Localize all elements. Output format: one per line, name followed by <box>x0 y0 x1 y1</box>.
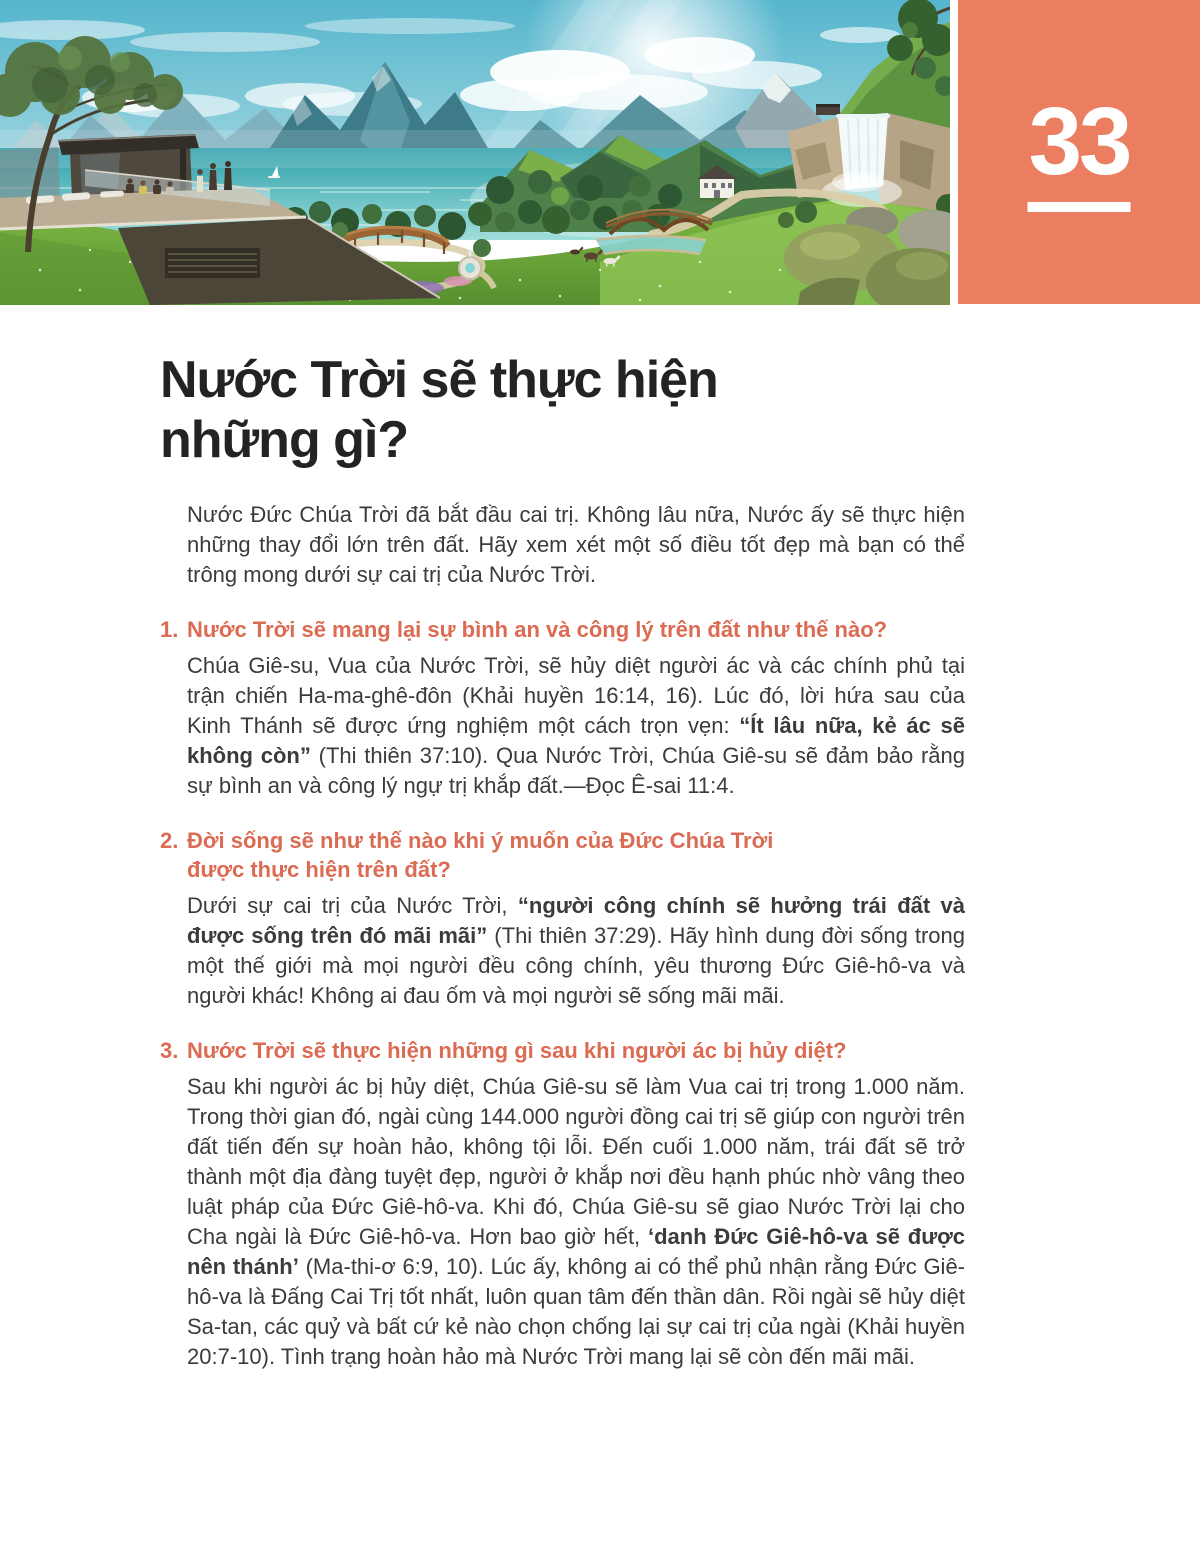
section-2-paragraph: Dưới sự cai trị của Nước Trời, “người công chính sẽ hưởng trái đất và được sống trên đó mãi mãi” (Thi thiên 37:29). Hãy hình dung đời sống trong một thế giới mà mọi người đều công chính, yêu thương Đức Giê-hô-va và người khác! Không ai đau ốm và mọi người sẽ sống mãi mãi. <box>187 893 965 1008</box>
chapter-underline <box>1028 202 1131 212</box>
section-3-paragraph: Sau khi người ác bị hủy diệt, Chúa Giê-su sẽ làm Vua cai trị trong 1.000 năm. Trong thời gian đó, ngài cùng 144.000 người đồng cai trị sẽ giúp con người trên đất tiến đến sự hoàn hảo, không tội lỗi. Đến cuối 1.000 năm, trái đất sẽ trở thành một địa đàng tuyệt đẹp, người ở khắp nơi đều hạnh phúc nhờ vâng theo luật pháp của Đức Giê-hô-va. Khi đó, Chúa Giê-su sẽ giao Nước Trời lại cho Cha ngài là Đức Giê-hô-va. Hơn bao giờ hết, ‘danh Đức Giê-hô-va sẽ được nên thánh’ (Ma-thi-ơ 6:9, 10). Lúc ấy, không ai có thể phủ nhận rằng Đức Giê-hô-va là Đấng Cai Trị tốt nhất, luôn quan tâm đến thần dân. Rồi ngài sẽ hủy diệt Sa-tan, các quỷ và bất cứ kẻ nào chọn chống lại sự cai trị của ngài (Khải huyền 20:7-10). Tình trạng hoàn hảo mà Nước Trời mang lại sẽ còn đến mãi mãi. <box>187 1074 966 1369</box>
section-3-heading: 3. Nước Trời sẽ thực hiện những gì sau khi người ác bị hủy diệt? <box>160 1038 847 1063</box>
section-3-number: 3. <box>160 1038 179 1063</box>
title-line-2: những gì? <box>160 411 409 469</box>
intro-paragraph: Nước Đức Chúa Trời đã bắt đầu cai trị. Không lâu nữa, Nước ấy sẽ thực hiện những thay đổi lớn trên đất. Hãy xem xét một số điều tốt đẹp mà bạn có thể trông mong dưới sự cai trị của Nước Trời. <box>187 502 965 587</box>
section-2-number: 2. <box>160 828 179 853</box>
section-1-paragraph: Chúa Giê-su, Vua của Nước Trời, sẽ hủy diệt người ác và các chính phủ tại trận chiến Ha-ma-ghê-đôn (Khải huyền 16:14, 16). Lúc đó, lời hứa sau của Kinh Thánh sẽ được ứng nghiệm một cách trọn vẹn: “Ít lâu nữa, kẻ ác sẽ không còn” (Thi thiên 37:10). Qua Nước Trời, Chúa Giê-su sẽ đảm bảo rằng sự bình an và công lý ngự trị khắp đất.—Đọc Ê-sai 11:4. <box>187 653 965 798</box>
section-1-heading: 1. Nước Trời sẽ mang lại sự bình an và công lý trên đất như thế nào? <box>160 617 888 642</box>
chapter-number: 33 <box>1028 88 1130 195</box>
hero-image <box>0 0 950 305</box>
section-2-heading: 2. Đời sống sẽ như thế nào khi ý muốn của Đức Chúa Trời được thực hiện trên đất? <box>160 828 774 882</box>
section-3 <box>160 1036 965 1372</box>
clifftop-house <box>816 106 840 115</box>
section-1 <box>160 615 965 801</box>
title-line-1: Nước Trời sẽ thực hiện <box>160 351 718 409</box>
chapter-badge <box>958 0 1200 304</box>
section-2 <box>160 826 965 1011</box>
article-content <box>160 350 965 1372</box>
page-title <box>160 350 965 470</box>
section-1-number: 1. <box>160 617 179 642</box>
